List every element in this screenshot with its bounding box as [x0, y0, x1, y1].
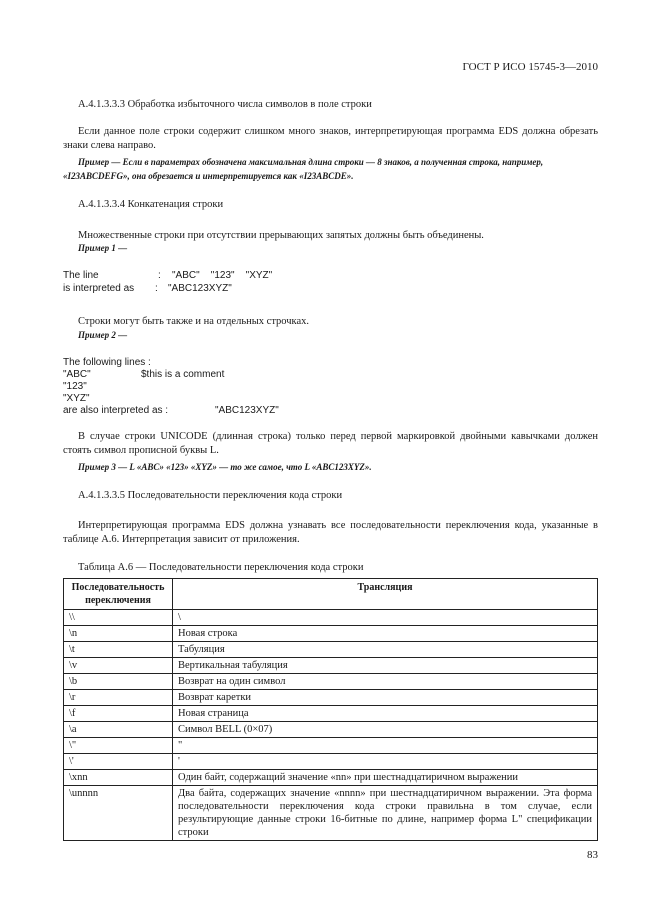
- table-row: [64, 722, 598, 738]
- paragraph-3334: Множественные строки при отсутствии прерывающих запятых должны быть объединены.: [78, 230, 484, 241]
- cell-translation: Возврат каретки: [173, 690, 598, 706]
- table-row: [64, 690, 598, 706]
- table-caption: Таблица А.6 — Последовательности переключения кода строки: [78, 562, 364, 573]
- code2-line1: The following lines :: [63, 357, 151, 368]
- cell-translation: Вертикальная табуляция: [173, 658, 598, 674]
- column-header-translation: Трансляция: [173, 579, 598, 610]
- example-1-label: Пример 1 —: [78, 243, 128, 253]
- code2-line5-left: are also interpreted as :: [63, 405, 169, 416]
- example-3331-line1: Пример — Если в параметрах обозначена максимальная длина строки — 8 знаков, а полученная строка, например,: [78, 157, 544, 167]
- table-row: [64, 658, 598, 674]
- cell-sequence: \n: [64, 626, 173, 642]
- cell-translation: Два байта, содержащих значение «nnnn» при шестнадцатиричном выражении. Эта форма последовательности переключения кода строки правильна в том случае, если результирующие данные строки 16-битные по длине, например форма L" спецификации строки: [173, 786, 598, 841]
- cell-translation: \: [173, 610, 598, 626]
- code2-line2-right: $this is a comment: [141, 369, 225, 380]
- paragraph-unicode: В случае строки UNICODE (длинная строка) только перед первой маркировкой двойными кавычками должен стоять символ прописной буквы L.: [63, 431, 598, 456]
- cell-translation: ": [173, 738, 598, 754]
- cell-sequence: \v: [64, 658, 173, 674]
- cell-sequence: \': [64, 754, 173, 770]
- table-row: [64, 674, 598, 690]
- paragraph-3331: Если данное поле строки содержит слишком много знаков, интерпретирующая программа EDS должна обрезать знаки слева направо.: [63, 126, 598, 151]
- table-row: [64, 626, 598, 642]
- code2-line2-left: "ABC": [63, 369, 91, 380]
- table-row: [64, 786, 598, 841]
- example-3331-line2: «I23ABCDEFG», она обрезается и интерпретируется как «I23ABCDE».: [63, 171, 354, 181]
- cell-translation: Новая страница: [173, 706, 598, 722]
- table-header-row: [64, 579, 598, 610]
- example-3: Пример 3 — L «ABC» «123» «XYZ» — то же самое, что L «ABC123XYZ».: [78, 462, 372, 472]
- table-row: [64, 642, 598, 658]
- code2-line4: "XYZ": [63, 393, 90, 404]
- document-header: ГОСТ Р ИСО 15745-3—2010: [462, 61, 598, 73]
- example-2-label: Пример 2 —: [78, 330, 128, 340]
- cell-sequence: \a: [64, 722, 173, 738]
- paragraph-separate-lines: Строки могут быть также и на отдельных строчках.: [78, 316, 310, 327]
- code2-line5-right: "ABC123XYZ": [215, 405, 279, 416]
- code1-line1-left: The line: [63, 270, 99, 281]
- cell-translation: Новая строка: [173, 626, 598, 642]
- section-heading-3331: А.4.1.3.3.3 Обработка избыточного числа символов в поле строки: [78, 99, 372, 110]
- paragraph-3335: Интерпретирующая программа EDS должна узнавать все последовательности переключения кода, указанные в таблице А.6. Интерпретация зависит от приложения.: [63, 520, 598, 545]
- section-heading-3335: А.4.1.3.3.5 Последовательности переключения кода строки: [78, 490, 343, 501]
- cell-sequence: \b: [64, 674, 173, 690]
- cell-sequence: \f: [64, 706, 173, 722]
- cell-sequence: \\: [64, 610, 173, 626]
- table-row: [64, 770, 598, 786]
- table-row: [64, 754, 598, 770]
- page-number: 83: [587, 849, 598, 861]
- code1-line1-right: "ABC" "123" "XYZ": [172, 270, 273, 281]
- code1-line2-left: is interpreted as: [63, 283, 135, 294]
- code1-line2-sep: :: [155, 283, 158, 294]
- code2-line3: "123": [63, 381, 87, 392]
- cell-sequence: \r: [64, 690, 173, 706]
- table-row: [64, 610, 598, 626]
- code1-line2-right: "ABC123XYZ": [168, 283, 232, 294]
- table-row: [64, 706, 598, 722]
- code1-line1-sep: :: [158, 270, 161, 281]
- cell-translation: Один байт, содержащий значение «nn» при шестнадцатиричном выражении: [173, 770, 598, 786]
- cell-sequence: \t: [64, 642, 173, 658]
- cell-sequence: \": [64, 738, 173, 754]
- cell-translation: ': [173, 754, 598, 770]
- cell-sequence: \xnn: [64, 770, 173, 786]
- escape-sequence-table: [63, 578, 598, 841]
- column-header-sequence: Последовательность переключения: [64, 579, 173, 610]
- table-row: [64, 738, 598, 754]
- section-heading-3334: А.4.1.3.3.4 Конкатенация строки: [78, 199, 224, 210]
- cell-translation: Табуляция: [173, 642, 598, 658]
- cell-sequence: \unnnn: [64, 786, 173, 841]
- cell-translation: Символ BELL (0×07): [173, 722, 598, 738]
- cell-translation: Возврат на один символ: [173, 674, 598, 690]
